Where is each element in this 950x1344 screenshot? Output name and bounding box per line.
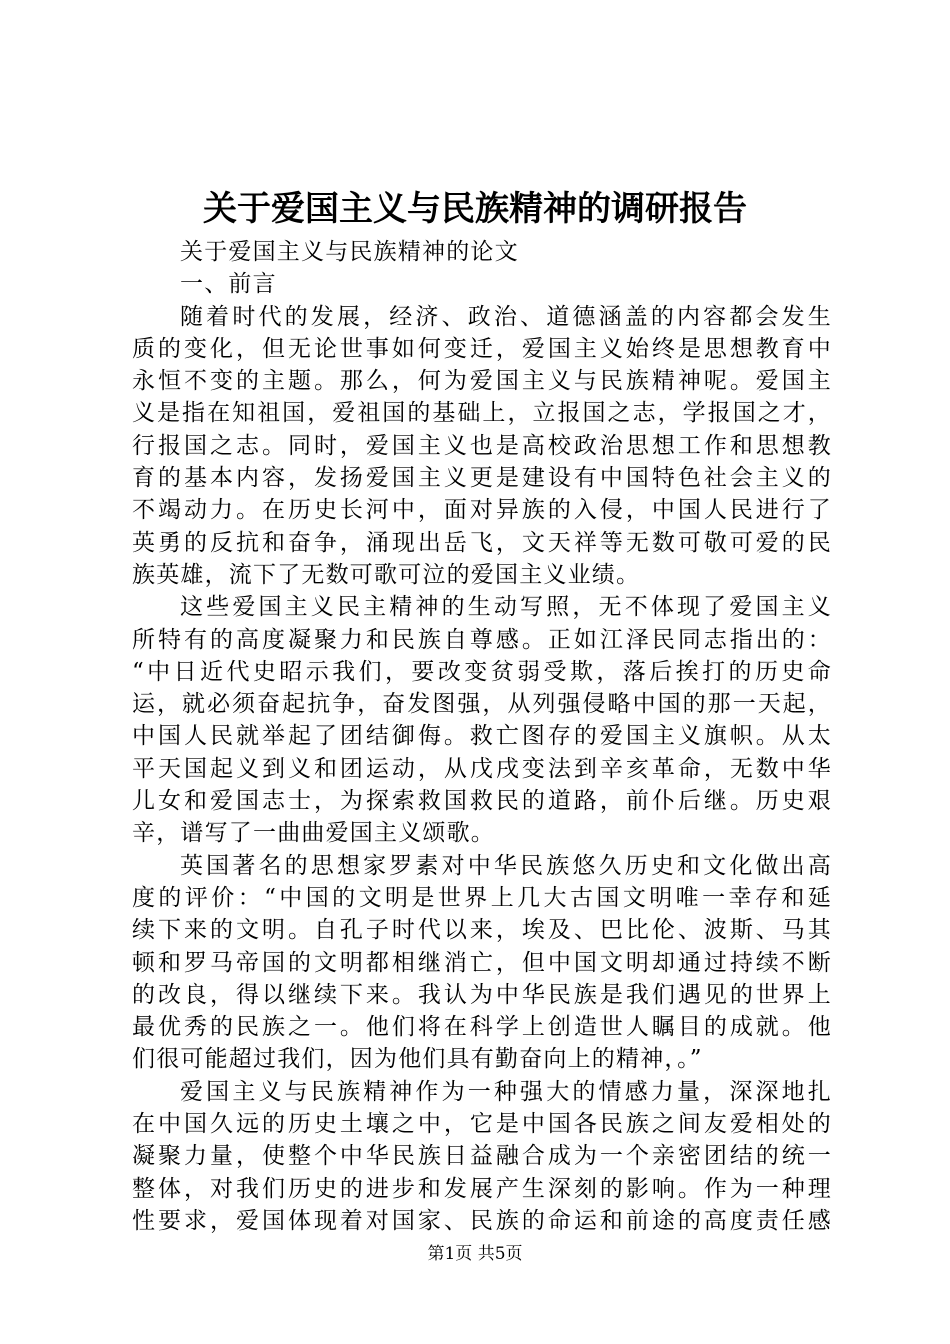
text-line: 度的评价：“中国的文明是世界上几大古国文明唯一幸存和延 bbox=[132, 884, 832, 911]
text-line: 的改良，得以继续下来。我认为中华民族是我们遇见的世界上 bbox=[132, 981, 832, 1008]
text-line: 们很可能超过我们，因为他们具有勤奋向上的精神，。” bbox=[132, 1046, 703, 1073]
text-line: 顿和罗马帝国的文明都相继消亡，但中国文明却通过持续不断 bbox=[132, 949, 832, 976]
text-line: 爱国主义与民族精神作为一种强大的情感力量，深深地扎 bbox=[180, 1078, 832, 1105]
text-line: 英国著名的思想家罗素对中华民族悠久历史和文化做出高 bbox=[180, 852, 832, 879]
text-line: 运，就必须奋起抗争，奋发图强，从列强侵略中国的那一天起， bbox=[132, 691, 832, 718]
text-line: 凝聚力量，使整个中华民族日益融合成为一个亲密团结的统一 bbox=[132, 1143, 832, 1170]
text-line: 整体，对我们历史的进步和发展产生深刻的影响。作为一种理 bbox=[132, 1175, 832, 1202]
text-line: 质的变化，但无论世事如何变迁，爱国主义始终是思想教育中 bbox=[132, 335, 832, 362]
page-title: 关于爱国主义与民族精神的调研报告 bbox=[203, 189, 747, 229]
text-line: 行报国之志。同时，爱国主义也是高校政治思想工作和思想教 bbox=[132, 432, 832, 459]
text-line: 育的基本内容，发扬爱国主义更是建设有中国特色社会主义的 bbox=[132, 465, 832, 492]
text-line: 一、前言 bbox=[180, 271, 277, 298]
text-line: 中国人民就举起了团结御侮。救亡图存的爱国主义旗帜。从太 bbox=[132, 723, 832, 750]
text-line: 性要求，爱国体现着对国家、民族的命运和前途的高度责任感 bbox=[132, 1207, 832, 1234]
text-line: 随着时代的发展，经济、政治、道德涵盖的内容都会发生 bbox=[180, 303, 832, 330]
text-line: 儿女和爱国志士，为探索救国救民的道路，前仆后继。历史艰 bbox=[132, 788, 832, 815]
text-line: 义是指在知祖国，爱祖国的基础上，立报国之志，学报国之才， bbox=[132, 400, 832, 427]
text-line: “中日近代史昭示我们，要改变贫弱受欺，落后挨打的历史命 bbox=[132, 658, 832, 685]
text-line: 平天国起义到义和团运动，从戊戌变法到辛亥革命，无数中华 bbox=[132, 755, 832, 782]
text-line: 最优秀的民族之一。他们将在科学上创造世人瞩目的成就。他 bbox=[132, 1014, 832, 1041]
text-line: 辛，谱写了一曲曲爱国主义颂歌。 bbox=[132, 820, 495, 847]
page-footer: 第1页 共5页 bbox=[427, 1244, 523, 1264]
text-line: 所特有的高度凝聚力和民族自尊感。正如江泽民同志指出的： bbox=[132, 626, 832, 653]
text-line: 这些爱国主义民主精神的生动写照，无不体现了爱国主义 bbox=[180, 594, 832, 621]
text-line: 在中国久远的历史土壤之中，它是中国各民族之间友爱相处的 bbox=[132, 1111, 832, 1138]
text-line: 关于爱国主义与民族精神的论文 bbox=[180, 239, 519, 265]
text-line: 不竭动力。在历史长河中，面对异族的入侵，中国人民进行了 bbox=[132, 497, 832, 524]
document-body bbox=[132, 236, 832, 1237]
text-line: 永恒不变的主题。那么，何为爱国主义与民族精神呢。爱国主 bbox=[132, 368, 832, 395]
text-line: 族英雄，流下了无数可歌可泣的爱国主义业绩。 bbox=[132, 561, 641, 588]
text-line: 英勇的反抗和奋争，涌现出岳飞，文天祥等无数可敬可爱的民 bbox=[132, 529, 832, 556]
text-line: 续下来的文明。自孔子时代以来，埃及、巴比伦、波斯、马其 bbox=[132, 917, 832, 944]
